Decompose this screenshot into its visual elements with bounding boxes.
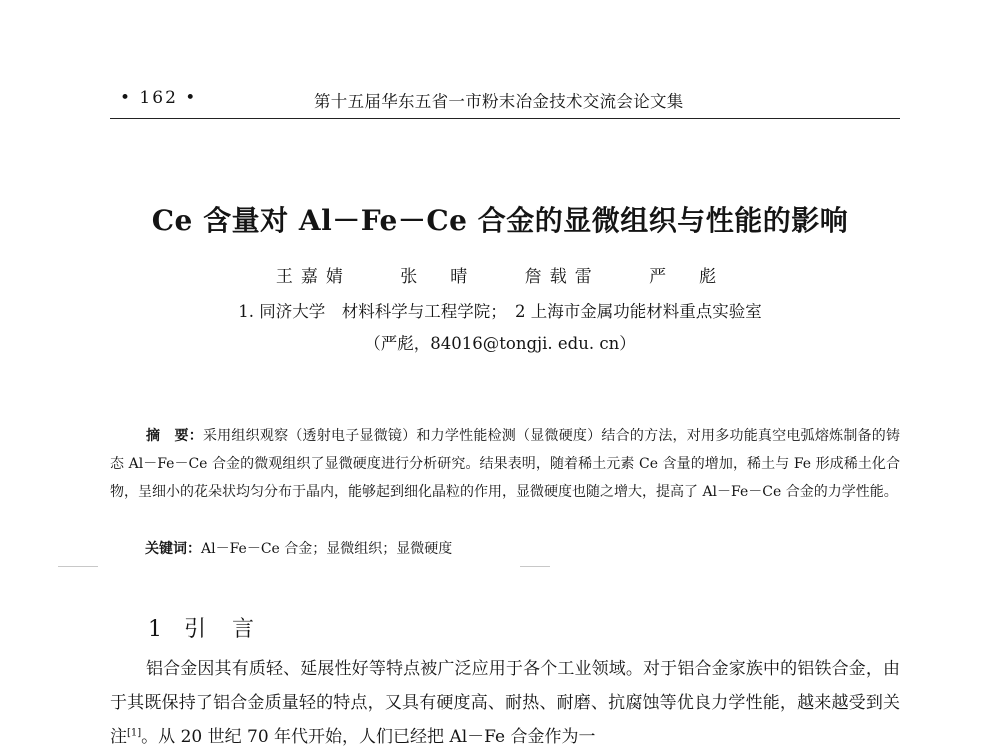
- author-list: [0, 262, 1000, 287]
- header-rule: [110, 118, 900, 119]
- author: 王嘉婧: [275, 267, 351, 287]
- abstract: [110, 422, 900, 506]
- author: 詹载雷: [524, 267, 600, 287]
- affiliation: 1. 同济大学 材料科学与工程学院； 2 上海市金属功能材料重点实验室: [238, 302, 762, 321]
- keywords-label: 关键词：: [145, 541, 201, 557]
- body-paragraph: [110, 652, 900, 754]
- abstract-text: 采用组织观察（透射电子显微镜）和力学性能检测（显微硬度）结合的方法，对用多功能真空电弧熔炼制备的铸态 Al－Fe－Ce 合金的微观组织了显微硬度进行分析研究。结果表明，随着稀土元素 Ce 含量的增加，稀土与 Fe 形成稀土化合物，呈细小的花朵状均匀分布于晶内，能够起到细化晶粒的作用，显微硬度也随之增大，提高了 Al－Fe－Ce 合金的力学性能。: [110, 428, 901, 500]
- author: 严 彪: [649, 267, 725, 287]
- section-heading: [148, 612, 280, 643]
- body-text-part: 。从 20 世纪 70 年代开始，人们已经把 Al－Fe 合金作为一: [141, 727, 596, 747]
- keywords-text: Al－Fe－Ce 合金；显微组织；显微硬度: [201, 541, 453, 557]
- scan-artifact: [58, 566, 98, 567]
- section-number: 1: [148, 617, 162, 642]
- author: 张 晴: [400, 267, 476, 287]
- abstract-label: 摘 要：: [146, 428, 203, 444]
- section-name: 引言: [184, 617, 281, 642]
- running-header: [110, 82, 900, 116]
- keywords: [145, 538, 452, 558]
- scan-artifact: [520, 566, 550, 567]
- body-text-part: 铝合金因其有质轻、延展性好等特点被广泛应用于各个工业领域。对于铝合金家族中的铝铁合金，由于其既保持了铝合金质量轻的特点，又具有硬度高、耐热、耐磨、抗腐蚀等优良力学性能，越来越受到关注: [110, 659, 900, 747]
- journal-title: 第十五届华东五省一市粉末冶金技术交流会论文集: [314, 92, 684, 111]
- citation-ref: [1]: [127, 727, 142, 739]
- page-number: • 162 •: [120, 88, 198, 108]
- paper-title: Ce 含量对 Al－Fe－Ce 合金的显微组织与性能的影响: [151, 204, 849, 237]
- contact-info: （严彪，84016@tongji. edu. cn）: [364, 334, 636, 353]
